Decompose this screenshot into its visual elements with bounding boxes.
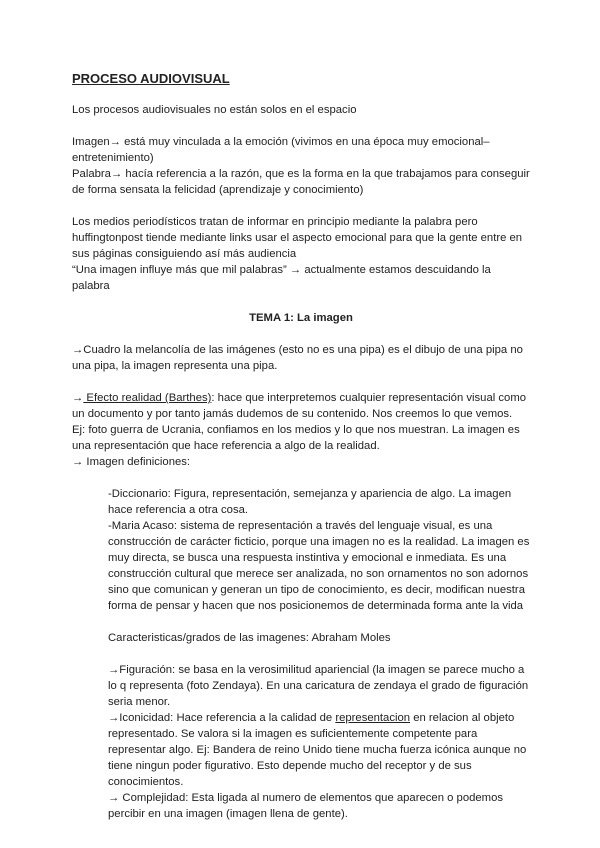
- imagen-paragraph: Imagen→ está muy vinculada a la emoción (vivimos en una época muy emocional– entretenimiento): [72, 136, 490, 164]
- representacion-term: representacion: [335, 712, 411, 724]
- efecto-text: : hace que interpretemos cualquier representación visual como un documento y por tanto jamás dudemos de su contenido. Nos creemos lo que vemos.: [72, 392, 527, 420]
- arrow-glyph: →: [72, 392, 84, 404]
- quote-paragraph: “Una imagen influye más que mil palabras” → actualmente estamos descuidando la palabra: [72, 264, 491, 292]
- document-title: PROCESO AUDIOVISUAL: [72, 71, 230, 86]
- medios-paragraph: Los medios periodísticos tratan de informar en principio mediante la palabra pero huffingtonpost tiende mediante links usar el aspecto emocional para que la gente entre en sus páginas consiguiendo así más audiencia: [72, 216, 523, 260]
- definiciones-block: [72, 486, 530, 822]
- figuracion-paragraph: →Figuración: se basa en la verosimilitud apariencial (la imagen se parece mucho a lo q representa (foto Zendaya). En una caricatura de zendaya el grado de figuración seria menor.: [108, 664, 529, 708]
- efecto-paragraph: [72, 390, 530, 422]
- iconicidad-paragraph: [108, 710, 530, 790]
- cuadro-paragraph: →Cuadro la melancolía de las imágenes (esto no es una pipa) es el dibujo de una pipa no una pipa, la imagen representa una pipa.: [72, 344, 523, 372]
- tema-heading: TEMA 1: La imagen: [249, 312, 353, 324]
- definiciones-heading: → Imagen definiciones:: [72, 456, 191, 468]
- palabra-paragraph: Palabra→ hacía referencia a la razón, que es la forma en la que trabajamos para conseguir de forma sensata la felicidad (aprendizaje y conocimiento): [72, 168, 530, 196]
- intro-paragraph: Los procesos audiovisuales no están solos en el espacio: [72, 104, 357, 116]
- diccionario-paragraph: -Diccionario: Figura, representación, semejanza y apariencia de algo. La imagen hace referencia a otra cosa.: [108, 488, 512, 516]
- complejidad-paragraph: → Complejidad: Esta ligada al numero de elementos que aparecen o podemos percibir en una imagen (imagen llena de gente).: [108, 792, 504, 820]
- iconicidad-text-after: en relacion al objeto representado. Se valora si la imagen es suficientemente competente para representar algo. Ej: Bandera de reino Unido tiene mucha fuerza icónica aunque no tiene ningun poder figurativo. Esto depende mucho del receptor y de sus conocimientos.: [108, 712, 527, 788]
- ej-foto-paragraph: Ej: foto guerra de Ucrania, confiamos en los medios y lo que nos muestran. La imagen es una representación que hace referencia a algo de la realidad.: [72, 424, 520, 452]
- caracteristicas-heading: Caracteristicas/grados de las imagenes: Abraham Moles: [108, 632, 391, 644]
- acaso-paragraph: -Maria Acaso: sistema de representación a través del lenguaje visual, es una construcción de carácter ficticio, porque una imagen no es la realidad. La imagen es muy directa, se busca una respuesta instintiva y emocional e inmediata. Es una construcción cultural que merece ser analizada, no son ornamentos no son adornos sino que comunican y generan un tipo de conocimiento, es decir, modifican nuestra forma de pensar y hacen que nos posicionemos de determinada forma ante la vida: [108, 520, 530, 612]
- iconicidad-text-before: →Iconicidad: Hace referencia a la calidad de: [108, 712, 336, 724]
- efecto-realidad-term: Efecto realidad (Barthes): [83, 392, 212, 404]
